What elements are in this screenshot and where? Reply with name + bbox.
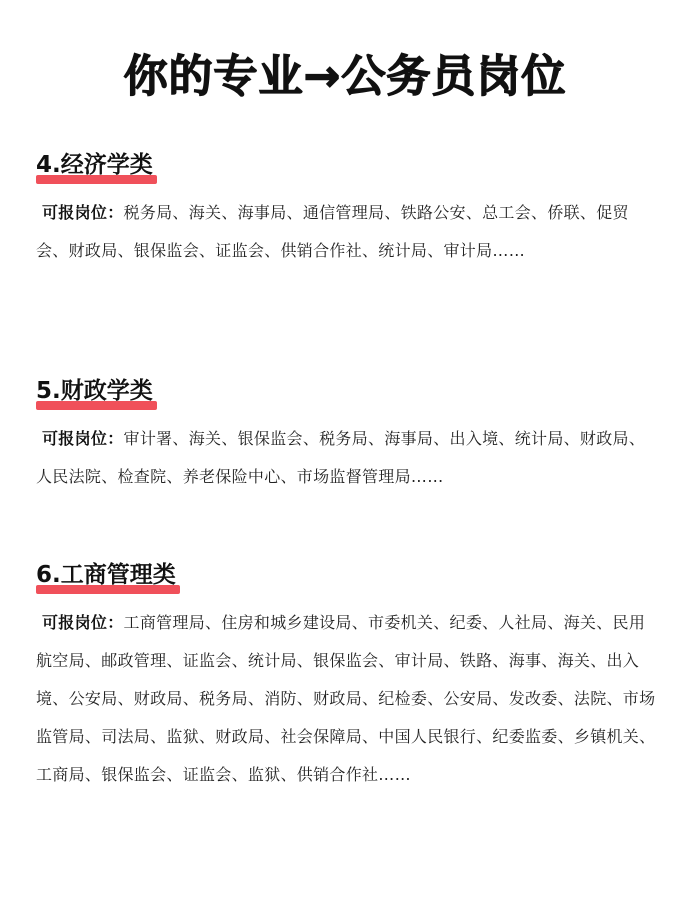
section-title: 4.经济学类 — [36, 152, 153, 178]
section-finance — [36, 376, 656, 496]
positions-text: 税务局、海关、海事局、通信管理局、铁路公安、总工会、侨联、促贸会、财政局、银保监会、证监会、供销合作社、统计局、审计局…… — [36, 203, 629, 260]
positions-label: 可报岗位： — [42, 429, 124, 448]
section-title: 6.工商管理类 — [36, 562, 176, 588]
positions-text: 工商管理局、住房和城乡建设局、市委机关、纪委、人社局、海关、民用航空局、邮政管理、证监会、统计局、银保监会、审计局、铁路、海事、海关、出入境、公安局、财政局、税务局、消防、财政局、纪检委、公安局、发改委、法院、市场监管局、司法局、监狱、财政局、社会保障局、中国人民银行、纪委监委、乡镇机关、工商局、银保监会、证监会、监狱、供销合作社…… — [36, 613, 656, 784]
section-heading — [36, 560, 178, 594]
section-title: 5.财政学类 — [36, 378, 153, 404]
positions-label: 可报岗位： — [42, 613, 124, 632]
section-content — [36, 194, 656, 270]
section-heading — [36, 150, 155, 184]
positions-text: 审计署、海关、银保监会、税务局、海事局、出入境、统计局、财政局、人民法院、检查院、养老保险中心、市场监督管理局…… — [36, 429, 646, 486]
page-title: 你的专业→公务员岗位 — [123, 51, 567, 102]
section-economics — [36, 150, 656, 270]
section-content — [36, 604, 656, 794]
section-heading — [36, 376, 155, 410]
positions-label: 可报岗位： — [42, 203, 124, 222]
section-content — [36, 420, 656, 496]
section-business-admin — [36, 560, 656, 794]
